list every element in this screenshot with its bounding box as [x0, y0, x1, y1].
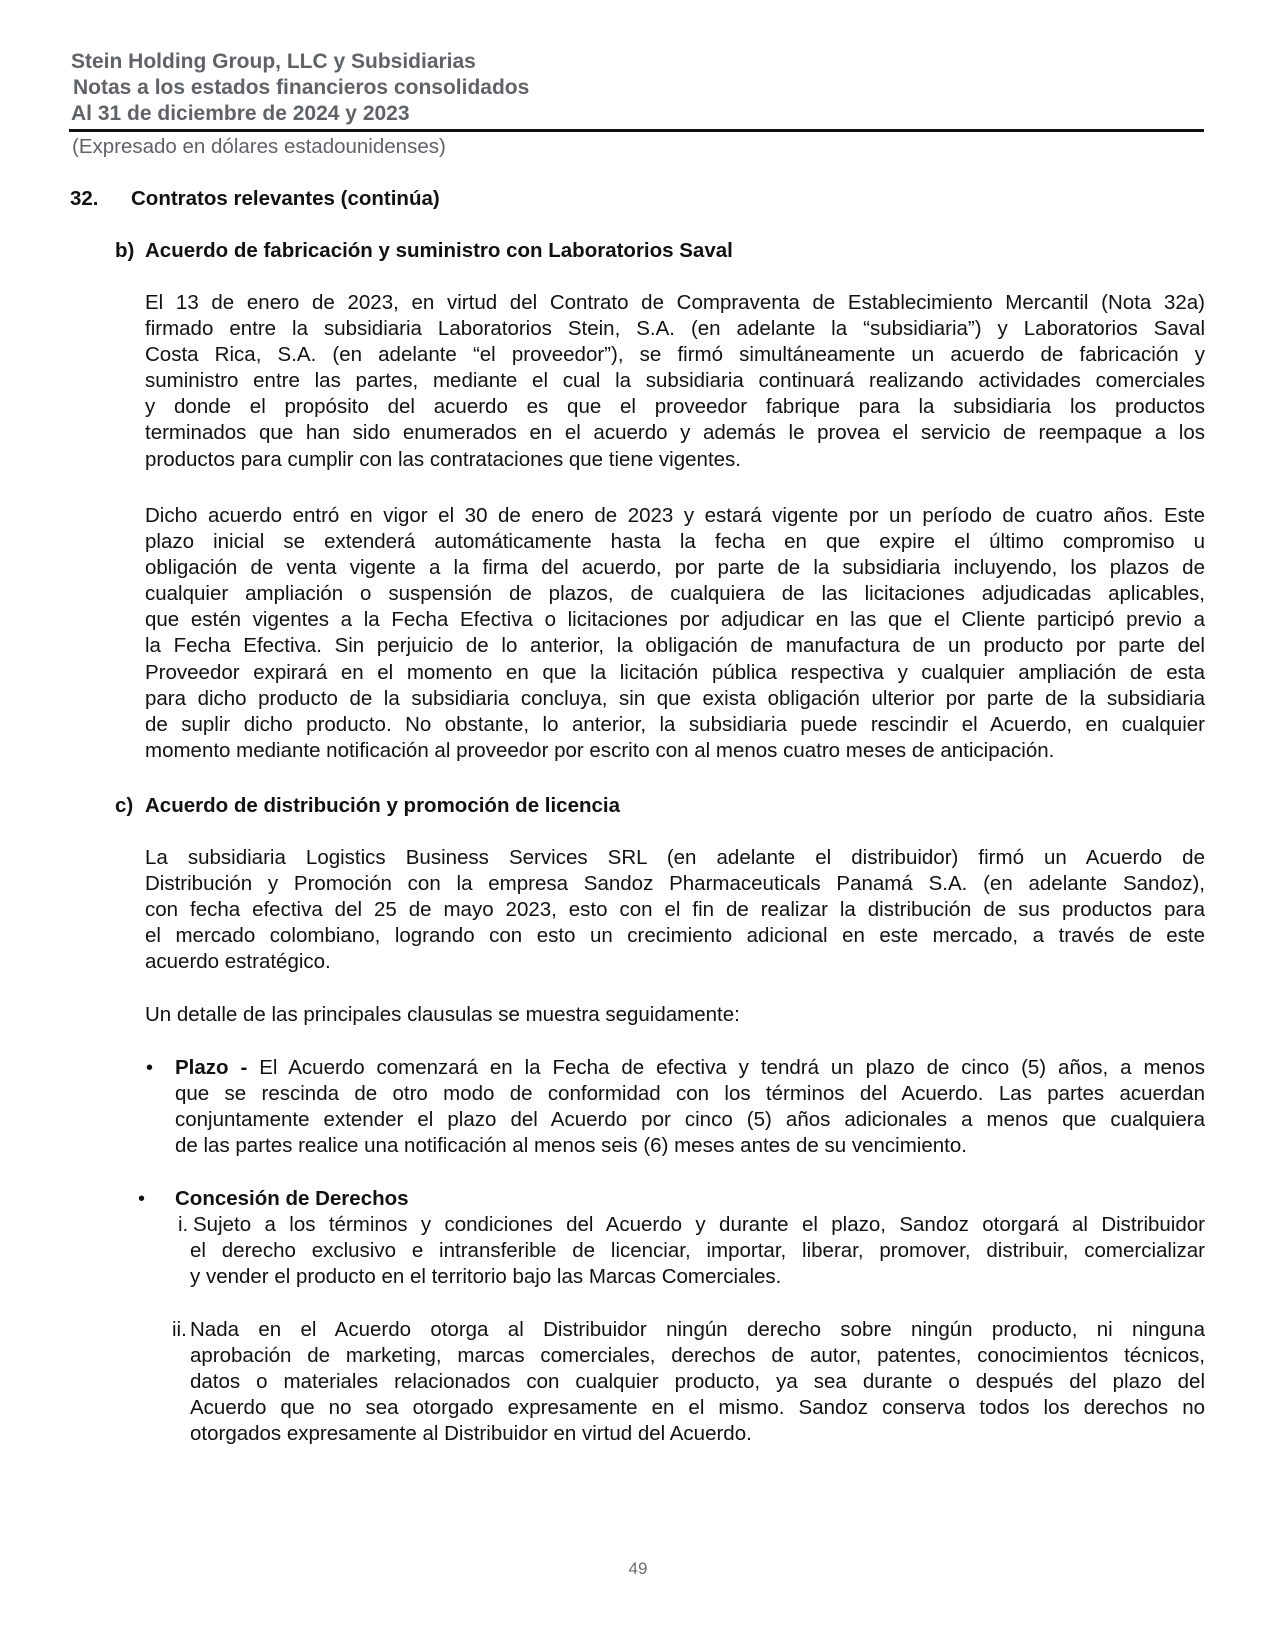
subsection-c-title: Acuerdo de distribución y promoción de licencia [145, 794, 621, 817]
text-line: Proveedor expirará en el momento en que la licitación pública respectiva y cualquier ampliación de esta [145, 660, 1205, 684]
text-line: Costa Rica, S.A. (en adelante “el proveedor”), se firmó simultáneamente un acuerdo de fabricación y [145, 343, 1205, 367]
bullet-concesion-lead: Concesión de Derechos [175, 1187, 409, 1210]
subsection-b-paragraph-1 [145, 290, 1205, 473]
header-rule [69, 129, 1204, 132]
text-line: el mercado colombiano, logrando con esto un crecimiento adicional en este mercado, a través de este [145, 924, 1205, 948]
item-ii-text [190, 1317, 1205, 1447]
text-line: de las partes realice una notificación al menos seis (6) meses antes de su vencimiento. [175, 1134, 967, 1158]
text-line: aprobación de marketing, marcas comerciales, derechos de autor, patentes, conocimientos técnicos, [190, 1344, 1205, 1368]
text-line: de suplir dicho producto. No obstante, lo anterior, la subsidiaria puede rescindir el Acuerdo, en cualquier [145, 712, 1205, 736]
item-i-text [190, 1212, 1205, 1290]
text-line: Distribución y Promoción con la empresa Sandoz Pharmaceuticals Panamá S.A. (en adelante Sandoz), [145, 872, 1205, 896]
bullet-concesion [175, 1186, 1205, 1212]
subsection-c-paragraph-1 [145, 845, 1205, 975]
text-line [175, 1055, 1205, 1081]
text-line: el derecho exclusivo e intransferible de licenciar, importar, liberar, promover, distribuir, comercializar [190, 1239, 1205, 1263]
text-line: productos para cumplir con las contrataciones que tiene vigentes. [145, 447, 741, 471]
section-number: 32. [70, 187, 99, 210]
subsection-b-letter: b) [115, 239, 135, 262]
text-line: acuerdo estratégico. [145, 950, 331, 974]
item-i-marker: i. [178, 1213, 189, 1236]
subsection-c-letter: c) [115, 794, 134, 817]
header-currency-note: (Expresado en dólares estadounidenses) [72, 135, 446, 158]
text-line: que estén vigentes a la Fecha Efectiva o licitaciones por adjudicar en las que el Cliente participó previo a [145, 608, 1205, 632]
text-line: terminados que han sido enumerados en el acuerdo y además le provea el servicio de reempaque a los [145, 421, 1205, 445]
text-line: El 13 de enero de 2023, en virtud del Contrato de Compraventa de Establecimiento Mercantil (Nota 32a) [145, 291, 1205, 314]
text-line: Un detalle de las principales clausulas se muestra seguidamente: [145, 1003, 740, 1026]
text-line: La subsidiaria Logistics Business Services SRL (en adelante el distribuidor) firmó un Acuerdo de [145, 846, 1205, 869]
text-line: suministro entre las partes, mediante el cual la subsidiaria continuará realizando actividades comerciales [145, 369, 1205, 393]
text-line [175, 1186, 1205, 1212]
bullet-plazo [175, 1055, 1205, 1159]
text-line: conjuntamente extender el plazo del Acuerdo por cinco (5) años adicionales a menos que cualquiera [175, 1108, 1205, 1132]
subsection-c-intro [145, 1002, 1205, 1028]
text-line: Acuerdo que no sea otorgado expresamente en el mismo. Sandoz conserva todos los derechos no [190, 1396, 1205, 1420]
text-line: para dicho producto de la subsidiaria concluya, sin que exista obligación ulterior por parte de la subsidiaria [145, 686, 1205, 710]
section-title: Contratos relevantes (continúa) [131, 187, 440, 210]
text-line: Dicho acuerdo entró en vigor el 30 de enero de 2023 y estará vigente por un período de cuatro años. Este [145, 504, 1205, 527]
item-ii-marker: ii. [172, 1318, 187, 1341]
text-line: momento mediante notificación al proveedor por escrito con al menos cuatro meses de anticipación. [145, 738, 1055, 762]
text-line: otorgados expresamente al Distribuidor en virtud del Acuerdo. [190, 1422, 752, 1446]
text-line: Sujeto a los términos y condiciones del Acuerdo y durante el plazo, Sandoz otorgará al Distribuidor [193, 1213, 1205, 1236]
page-number: 49 [628, 1559, 648, 1578]
text-line: obligación de venta vigente a la firma del acuerdo, por parte de la subsidiaria incluyendo, los plazos de [145, 556, 1205, 580]
text-fragment: El Acuerdo comenzará en la Fecha de efectiva y tendrá un plazo de cinco (5) años, a menos [247, 1056, 1205, 1079]
text-line: con fecha efectiva del 25 de mayo 2023, esto con el fin de realizar la distribución de sus productos para [145, 898, 1205, 922]
text-line: cualquier ampliación o suspensión de plazos, de cualquiera de las licitaciones adjudicadas aplicables, [145, 582, 1205, 606]
text-line: y donde el propósito del acuerdo es que el proveedor fabrique para la subsidiaria los productos [145, 395, 1205, 419]
text-line: Nada en el Acuerdo otorga al Distribuidor ningún derecho sobre ningún producto, ni ninguna [190, 1318, 1205, 1341]
bullet-plazo-lead: Plazo - [175, 1056, 248, 1079]
bullet-icon: • [138, 1188, 146, 1210]
text-line: y vender el producto en el territorio bajo las Marcas Comerciales. [190, 1265, 782, 1289]
text-line: datos o materiales relacionados con cualquier producto, ya sea durante o después del plazo del [190, 1370, 1205, 1394]
text-line: la Fecha Efectiva. Sin perjuicio de lo anterior, la obligación de manufactura de un producto por parte del [145, 634, 1205, 658]
subsection-b-title: Acuerdo de fabricación y suministro con Laboratorios Saval [145, 239, 733, 262]
text-line: firmado entre la subsidiaria Laboratorios Stein, S.A. (en adelante la “subsidiaria”) y Laboratorios Saval [145, 317, 1205, 341]
text-line: plazo inicial se extenderá automáticamente hasta la fecha en que expire el último compromiso u [145, 530, 1205, 554]
subsection-b-paragraph-2 [145, 503, 1205, 764]
header-company: Stein Holding Group, LLC y Subsidiarias [71, 50, 476, 73]
header-title: Notas a los estados financieros consolidados [73, 76, 530, 99]
bullet-icon: • [146, 1057, 154, 1079]
text-line: que se rescinda de otro modo de conformidad con los términos del Acuerdo. Las partes acuerdan [175, 1082, 1205, 1106]
header-period: Al 31 de diciembre de 2024 y 2023 [71, 102, 410, 125]
